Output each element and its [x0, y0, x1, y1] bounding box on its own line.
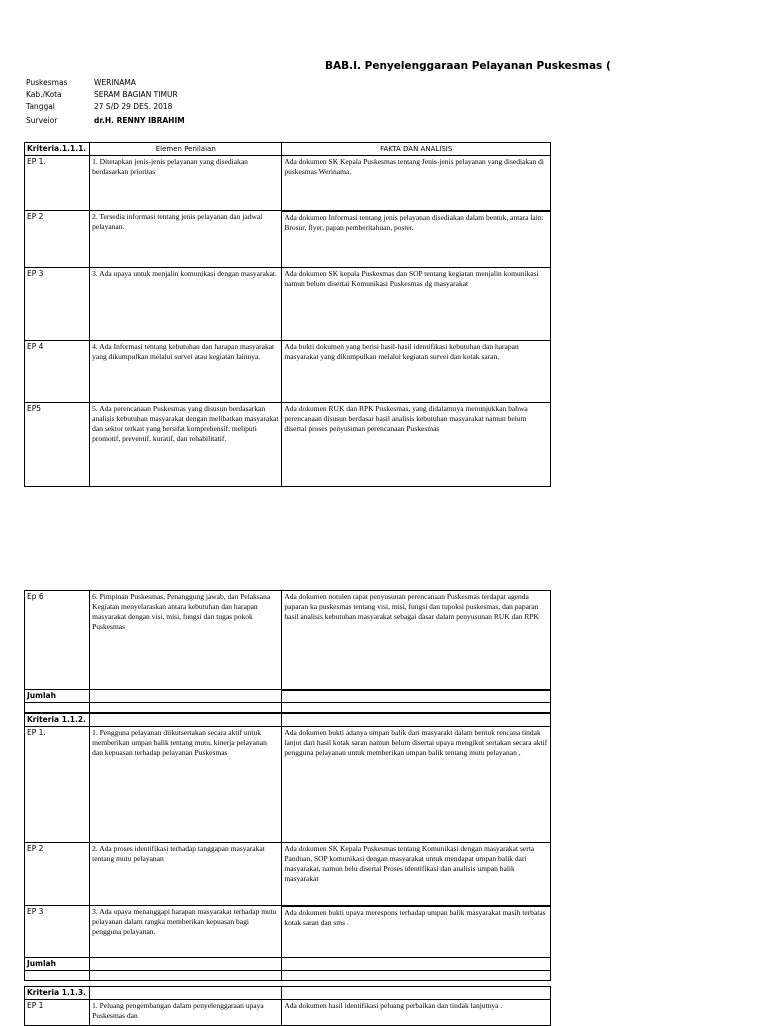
- fakta-cell: Ada dokumen Informasi tentang jenis pelayanan disediakan dalam bentuk, antara lain: Brosur, flyer, papan pemberitahuan, poster.: [282, 211, 551, 268]
- empty-cell: [25, 703, 90, 713]
- meta-label: Tanggal: [26, 102, 55, 111]
- jumlah-label: Jumlah: [25, 690, 90, 703]
- meta-label: Surveior: [26, 116, 58, 125]
- table-header: [25, 714, 551, 727]
- col-elemen-header: Elemen Penilaian: [90, 143, 282, 156]
- ep-label: EP 1: [25, 1000, 90, 1026]
- table-row: [25, 341, 551, 403]
- elemen-cell: 1. Pengguna pelayanan diikutsertakan secara aktif untuk memberikan umpan balik tentang mutu, kinerja pelayanan dan kepuasan terhadap pelayanan Puskesmas: [90, 727, 282, 843]
- fakta-cell: Ada bukti dokumen yang berisi hasil-hasil identifikasi kebutuhan dan harapan masyarakat yang dikumpulkan melalui kegiatan survei dan kotak saran.: [282, 341, 551, 403]
- table-row: [25, 843, 551, 906]
- table-row: [25, 727, 551, 843]
- survey-info: [26, 77, 185, 127]
- elemen-cell: 2. Tersedia informasi tentang jenis pelayanan dan jadwal pelayanan.: [90, 211, 282, 268]
- table-row: [25, 906, 551, 958]
- empty-cell: [25, 971, 90, 981]
- meta-value: WERINAMA: [94, 78, 136, 87]
- empty-cell: [282, 703, 551, 713]
- meta-surveior: [26, 115, 185, 127]
- empty-cell: [282, 690, 551, 703]
- jumlah-row: [25, 690, 551, 703]
- ep-label: EP5: [25, 403, 90, 487]
- ep-label: EP 2: [25, 843, 90, 906]
- meta-value: dr.H. RENNY IBRAHIM: [94, 116, 185, 125]
- empty-cell: [90, 971, 282, 981]
- empty-cell: [90, 703, 282, 713]
- table-row: [25, 268, 551, 341]
- criteria-table-ep6: [24, 590, 551, 713]
- ep-label: EP 3: [25, 906, 90, 958]
- table-header: [25, 987, 551, 1000]
- elemen-cell: 5. Ada perencanaan Puskesmas yang disusun berdasarkan analisis kebutuhan masyarakat dengan melibatkan masyarakat dan sektor terkait yang bersifat komprehensif, meliputi promotif, preventif, kuratif, dan rehabilitatif.: [90, 403, 282, 487]
- elemen-cell: 2. Ada proses identifikasi terhadap tanggapan masyarakat tentang mutu pelayanan: [90, 843, 282, 906]
- table-row: [25, 403, 551, 487]
- empty-cell: [282, 958, 551, 971]
- meta-label: Puskesmas: [26, 78, 68, 87]
- meta-puskesmas: [26, 77, 185, 89]
- spacer-row: [25, 971, 551, 981]
- meta-kab-kota: [26, 89, 185, 101]
- elemen-cell: 3. Ada upaya menanggapi harapan masyarakat terhadap mutu pelayanan dalam rangka memberikan kepuasan bagi pengguna pelayanan.: [90, 906, 282, 958]
- elemen-cell: 4. Ada Informasi tentang kebutuhan dan harapan masyarakat yang dikumpulkan melalui survei atau kegiatan lainnya.: [90, 341, 282, 403]
- empty-cell: [282, 987, 551, 1000]
- document-title: BAB.I. Penyelenggaraan Pelayanan Puskesmas (: [325, 60, 611, 72]
- table-row: [25, 156, 551, 211]
- ep-label: EP 2: [25, 211, 90, 268]
- fakta-cell: Ada dokumen SK Kepala Puskesmas tentang Jenis-jenis pelayanan yang disediakan di puskesmas Werinama.: [282, 156, 551, 211]
- meta-value: SERAM BAGIAN TIMUR: [94, 90, 178, 99]
- table-header: [25, 143, 551, 156]
- fakta-cell: Ada dokumen notulen rapat penyusunan perencanaan Puskesmas terdapat agenda paparan ka puskesmas tentang visi, misi, fungsi dan tupoksi puskesmas, dan paparan hasil analisis kebutuhan masyarakat sebagai dasar dalam penyusunan RUK dan RPK: [282, 591, 551, 690]
- empty-cell: [282, 714, 551, 727]
- ep-label: Ep 6: [25, 591, 90, 690]
- empty-cell: [90, 714, 282, 727]
- meta-value: 27 S/D 29 DES. 2018: [94, 102, 173, 111]
- ep-label: EP 1.: [25, 156, 90, 211]
- elemen-cell: 1. Peluang pengembangan dalam penyelenggaraan upaya Puskesmas dan: [90, 1000, 282, 1026]
- criteria-table-1-1-1: [24, 142, 551, 487]
- empty-cell: [90, 690, 282, 703]
- col-fakta-header: FAKTA DAN ANALISIS: [282, 143, 551, 156]
- fakta-cell: Ada dokumen RUK dan RPK Puskesmas, yang didalamnya menunjukkan bahwa perencanaan disusun berdasar hasil analisis kebutuhan masyarakat namun belum disertai proses penyusunan perencanaan Puskesmas: [282, 403, 551, 487]
- table-row: [25, 591, 551, 690]
- fakta-cell: Ada dokumen hasil identifikasi peluang perbaikan dan tindak lanjutnya .: [282, 1000, 551, 1026]
- elemen-cell: 1. Ditetapkan jenis-jenis pelayanan yang disediakan berdasarkan prioritas: [90, 156, 282, 211]
- ep-label: EP 1.: [25, 727, 90, 843]
- empty-cell: [282, 971, 551, 981]
- elemen-cell: 3. Ada upaya untuk menjalin komunikasi dengan masyarakat.: [90, 268, 282, 341]
- table-row: [25, 211, 551, 268]
- meta-tanggal: [26, 101, 185, 113]
- jumlah-label: Jumlah: [25, 958, 90, 971]
- elemen-cell: 6. Pimpinan Puskesmas, Penanggung jawab, dan Pelaksana Kegiatan menyelaraskan antara kebutuhan dan harapan masyarakat dengan visi, misi, fungsi dan tugas pokok Puskesmas: [90, 591, 282, 690]
- fakta-cell: Ada dokumen bukti adanya umpan balik dari masyarakt dalam bentuk rencana tindak lanjut dari hasil kotak saran namun belum disertai upaya mengikut sertakan secara aktif pengguna pelayanan untuk memberikan umpan balik tentang mutu pelayanan ,: [282, 727, 551, 843]
- criteria-table-1-1-3: [24, 986, 551, 1026]
- criteria-label: Kriteria 1.1.2.: [25, 714, 90, 727]
- table-row: [25, 1000, 551, 1026]
- criteria-label: Kriteria 1.1.3.: [25, 987, 90, 1000]
- fakta-cell: Ada dokumen SK kepala Puskesmas dan SOP tentang kegiatan menjalin komunikasi namun belum disertai Komunikasi Puskesmas dg masyarakat: [282, 268, 551, 341]
- ep-label: EP 3: [25, 268, 90, 341]
- empty-cell: [90, 987, 282, 1000]
- fakta-cell: Ada dokumen SK Kepala Puskesmas tentang Komunikasi dengan masyarakat serta Panduan, SOP komunikasi dengan masyarakat untuk mendapat umpan balik dari masyarakat, namun belu disertai Proses identifikasi dan analisis umpan balik masyarakat: [282, 843, 551, 906]
- criteria-label: Kriteria.1.1.1.: [25, 143, 90, 156]
- jumlah-row: [25, 958, 551, 971]
- spacer-row: [25, 703, 551, 713]
- empty-cell: [90, 958, 282, 971]
- criteria-table-1-1-2: [24, 713, 551, 981]
- fakta-cell: Ada dokumen bukti upaya merespons terhadap umpan balik masyarakat masih terbatas kotak saran dan sms .: [282, 906, 551, 958]
- meta-label: Kab./Kota: [26, 90, 62, 99]
- ep-label: EP 4: [25, 341, 90, 403]
